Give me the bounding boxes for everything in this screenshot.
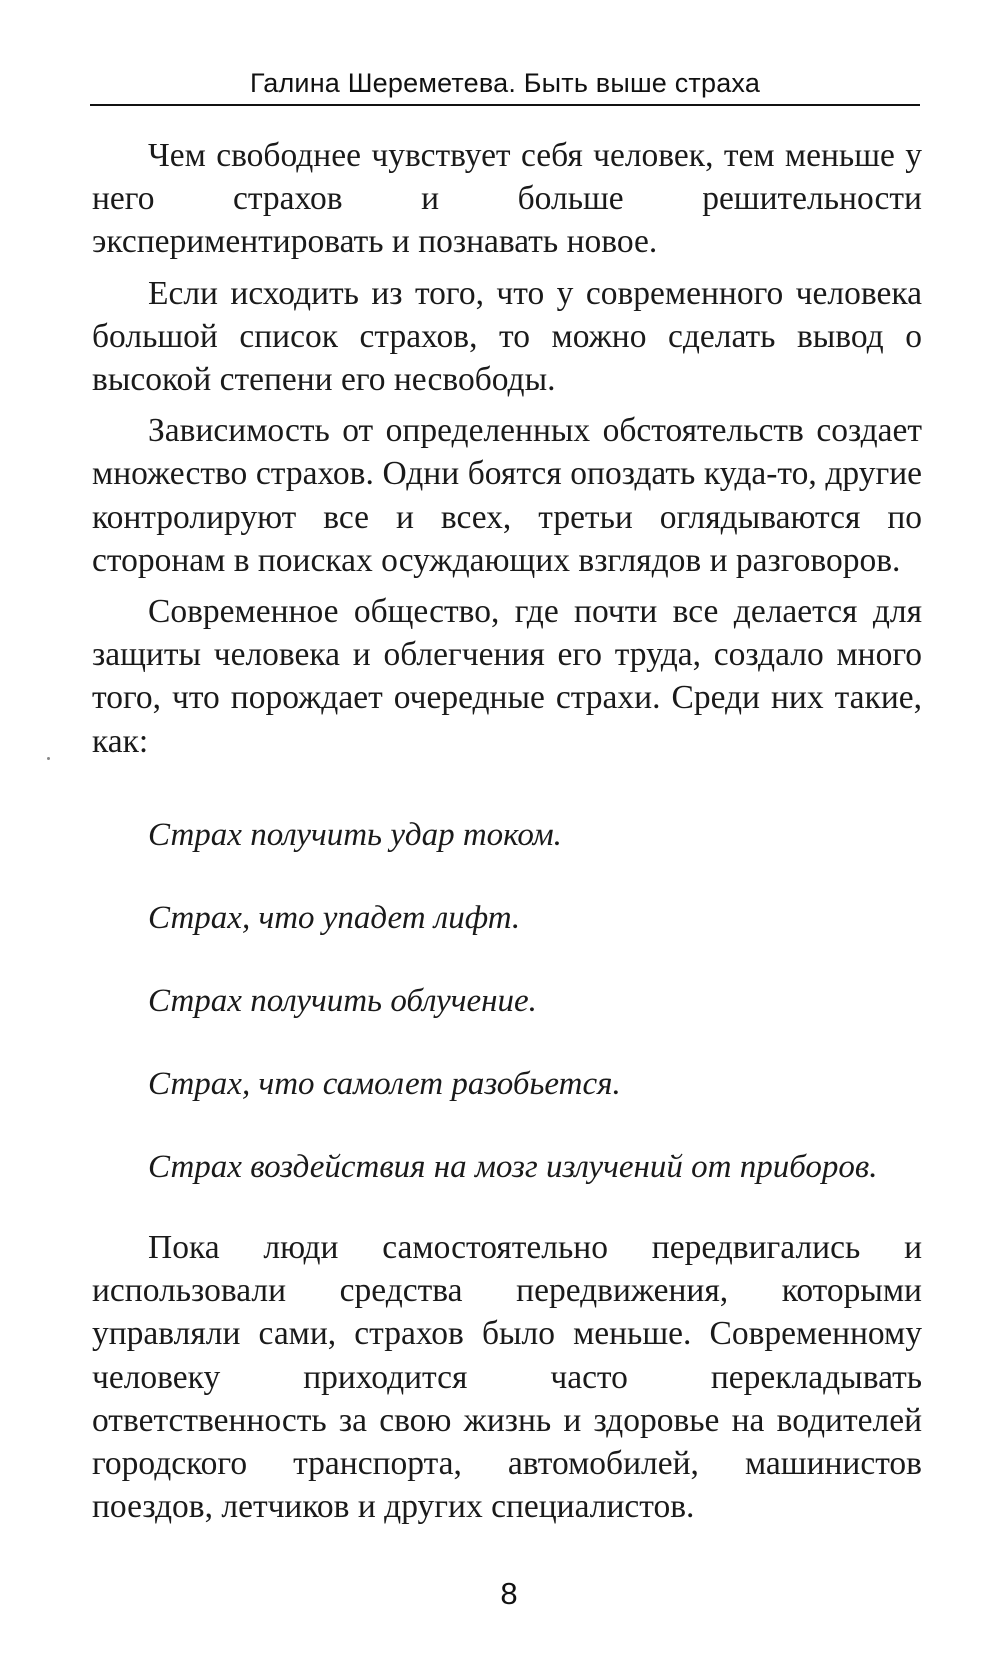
margin-speck <box>47 757 50 760</box>
paragraph: Современное общество, где почти все делается для защиты человека и облегчения его труда, создало много того, что порождает очередные страхи. Среди них такие, как: <box>92 593 922 760</box>
body-text-bottom <box>92 1226 922 1536</box>
fear-item: Страх получить удар током. <box>148 817 562 853</box>
fear-item: Страх, что самолет разобьется. <box>148 1066 621 1102</box>
body-text-top <box>92 134 922 771</box>
fear-item: Страх, что упадет лифт. <box>148 900 521 936</box>
paragraph: Пока люди самостоятельно передвигались и использовали средства передвижения, которыми управляли сами, страхов было меньше. Современному человеку приходится часто перекладывать ответственность за свою жизнь и здоровье на водителей городского транспорта, автомобилей, машинистов поездов, летчиков и других специалистов. <box>92 1229 922 1526</box>
paragraph: Если исходить из того, что у современного человека большой список страхов, то можно сделать вывод о высокой степени его несвободы. <box>92 274 922 399</box>
fears-list <box>148 816 928 1231</box>
paragraph: Чем свободнее чувствует себя человек, тем меньше у него страхов и больше решительности экспериментировать и познавать новое. <box>92 137 922 261</box>
paragraph: Зависимость от определенных обстоятельств создает множество страхов. Одни боятся опоздать куда-то, другие контролируют все и всех, третьи оглядываются по сторонам в поисках осуждающих взглядов и разговоров. <box>92 412 922 579</box>
fear-item: Страх получить облучение. <box>148 983 537 1019</box>
running-header: Галина Шереметева. Быть выше страха <box>249 68 761 98</box>
page-number: 8 <box>500 1576 518 1611</box>
header-rule <box>90 104 920 106</box>
fear-item: Страх воздействия на мозг излучений от приборов. <box>148 1149 878 1185</box>
